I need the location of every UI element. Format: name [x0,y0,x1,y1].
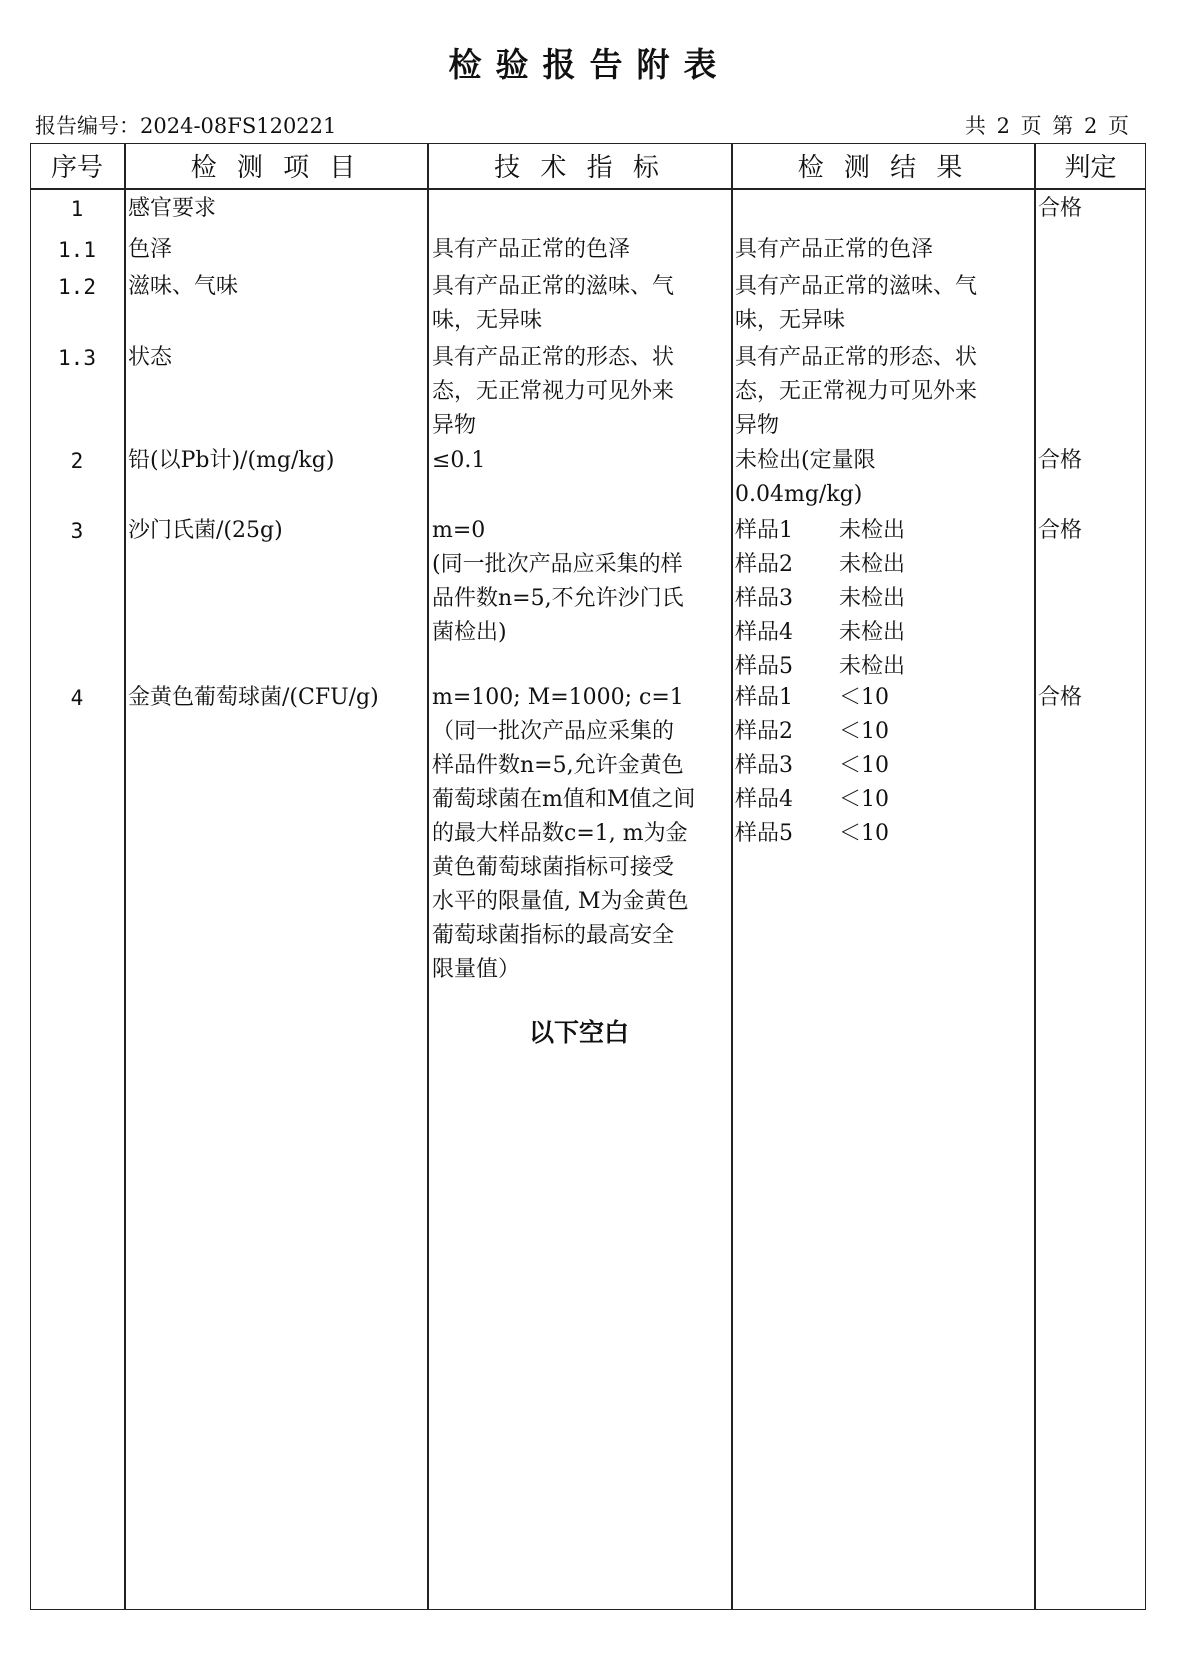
standard-line: 具有产品正常的滋味、气 [432,274,675,299]
standard-line: (同一批次产品应采集的样 [432,552,683,577]
sample-name: 样品3 [735,586,793,611]
standard-line: m=100; M=1000; c=1 [432,685,684,710]
sample-result [735,616,905,650]
document-title: 检验报告附表 [448,45,731,84]
standard-line: 具有产品正常的色泽 [432,237,631,262]
page-info: 共 2 页 第 2 页 [964,114,1131,138]
standard-line: 葡萄球菌指标的最高安全 [432,923,675,948]
row-seq: 1 [70,197,84,221]
result-line: 0.04mg/kg) [735,482,863,507]
row-item: 感官要求 [128,196,217,221]
sample-name: 样品4 [735,787,793,812]
result-line: 异物 [735,413,780,438]
report-number: 报告编号：2024-08FS120221 [35,114,337,138]
sample-name: 样品1 [735,685,793,710]
row-standard [432,270,674,338]
result-line: 未检出(定量限 [735,448,876,473]
standard-line: 态，无正常视力可见外来 [432,379,675,404]
header-standard: 技 术 指 标 [494,153,665,183]
standard-line: m=0 [432,518,486,543]
standard-line: 具有产品正常的形态、状 [432,345,675,370]
sample-name: 样品5 [735,654,793,679]
row-result [735,233,933,267]
blank-note: 以下空白 [528,1018,629,1047]
result-line: 具有产品正常的滋味、气 [735,274,978,299]
row-item: 滋味、气味 [128,274,239,299]
sample-result [735,681,889,715]
result-line: 态，无正常视力可见外来 [735,379,978,404]
sample-value: ＜10 [839,821,889,846]
row-seq: 1.2 [58,275,96,299]
sample-result [735,650,905,684]
standard-line: 异物 [432,413,477,438]
row-verdict: 合格 [1038,196,1083,221]
row-standard [432,681,695,987]
row-item: 金黄色葡萄球菌/(CFU/g) [128,685,379,710]
sample-result [735,783,889,817]
row-result [735,444,876,512]
sample-result [735,548,905,582]
header-seq: 序号 [50,153,103,183]
row-standard [432,444,485,478]
row-seq: 2 [70,449,84,473]
row-seq: 4 [70,686,84,710]
row-seq: 3 [70,519,84,543]
column-divider [124,143,126,1610]
header-divider [30,188,1146,190]
row-standard [432,233,630,267]
sample-value: 未检出 [839,552,906,577]
row-item: 状态 [128,345,173,370]
sample-name: 样品2 [735,552,793,577]
row-seq: 1.1 [58,238,96,262]
row-verdict: 合格 [1038,448,1083,473]
column-divider [731,143,733,1610]
standard-line: 样品件数n=5,允许金黄色 [432,753,684,778]
standard-line: 水平的限量值, M为金黄色 [432,889,689,914]
row-verdict: 合格 [1038,685,1083,710]
standard-line: 味，无异味 [432,308,543,333]
row-item: 沙门氏菌/(25g) [128,518,283,543]
sample-value: ＜10 [839,753,889,778]
standard-line: 限量值） [432,957,521,982]
result-line: 味，无异味 [735,308,846,333]
header-result: 检 测 结 果 [797,153,969,183]
sample-value: 未检出 [839,586,906,611]
result-line: 具有产品正常的形态、状 [735,345,978,370]
standard-line: 的最大样品数c=1, m为金 [432,821,688,846]
standard-line: 黄色葡萄球菌指标可接受 [432,855,675,880]
sample-value: 未检出 [839,620,906,645]
sample-result [735,582,905,616]
row-samples [735,514,905,684]
sample-result [735,817,889,851]
standard-line: 葡萄球菌在m值和M值之间 [432,787,696,812]
column-divider [427,143,429,1610]
row-verdict: 合格 [1038,518,1083,543]
row-item: 色泽 [128,237,173,262]
sample-name: 样品3 [735,753,793,778]
row-standard [432,341,674,443]
header-item: 检 测 项 目 [190,153,362,183]
sample-name: 样品4 [735,620,793,645]
sample-value: 未检出 [839,654,906,679]
column-divider [1034,143,1036,1610]
standard-line: 菌检出) [432,620,507,645]
sample-result [735,715,889,749]
sample-value: 未检出 [839,518,906,543]
standard-line: ≤0.1 [432,448,486,473]
row-item: 铅(以Pb计)/(mg/kg) [128,448,335,473]
result-line: 具有产品正常的色泽 [735,237,934,262]
standard-line: （同一批次产品应采集的 [432,719,675,744]
row-standard [432,514,684,650]
sample-result [735,749,889,783]
sample-name: 样品1 [735,518,793,543]
row-result [735,341,977,443]
sample-result [735,514,905,548]
standard-line: 品件数n=5,不允许沙门氏 [432,586,684,611]
row-samples [735,681,889,851]
header-verdict: 判定 [1064,153,1117,183]
row-seq: 1.3 [58,346,96,370]
sample-name: 样品2 [735,719,793,744]
row-result [735,270,977,338]
sample-name: 样品5 [735,821,793,846]
sample-value: ＜10 [839,787,889,812]
sample-value: ＜10 [839,719,889,744]
sample-value: ＜10 [839,685,889,710]
